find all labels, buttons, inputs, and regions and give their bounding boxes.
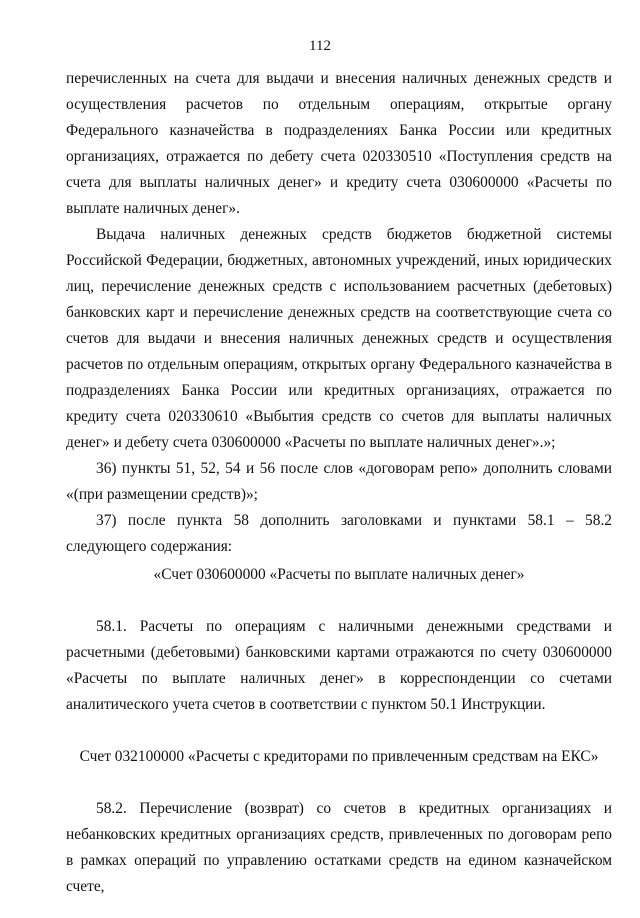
paragraph-cash-issuance: Выдача наличных денежных средств бюджетов бюджетной системы Российской Федерации, бюджетных, автономных учреждений, иных юридических лиц, перечисление денежных средств с использованием расчетных (дебетовых) банковских карт и перечисление денежных средств на соответствующие счета со счетов для выдачи и внесения наличных денежных средств и осуществления расчетов по отдельным операциям, открытых органу Федерального казначейства в подразделениях Банка России или кредитных организациях, отражается по кредиту счета 020330610 «Выбытия средств со счетов для выплаты наличных денег» и дебету счета 030600000 «Расчеты по выплате наличных денег».»; <box>66 226 612 451</box>
paragraph-item-37: 37) после пункта 58 дополнить заголовками и пунктами 58.1 – 58.2 следующего содержания: <box>66 512 612 555</box>
paragraph-continuation: перечисленных на счета для выдачи и внесения наличных денежных средств и осуществления расчетов по отдельным операциям, открытые органу Федерального казначейства в подразделениях Банка России или кредитных организациях, отражается по дебету счета 020330510 «Поступления средств на счета для выплаты наличных денег» и кредиту счета 030600000 «Расчеты по выплате наличных денег». <box>66 70 612 217</box>
paragraph-58-2: 58.2. Перечисление (возврат) со счетов в кредитных организациях и небанковских кредитных организациях средств, привлеченных по договорам репо в рамках операций по управлению остатками средств на едином казначейском счете, <box>66 800 612 895</box>
page-number: 112 <box>309 38 331 54</box>
spacer <box>66 588 612 614</box>
heading-account-030600000: «Счет 030600000 «Расчеты по выплате наличных денег» <box>153 566 525 583</box>
heading-account-032100000: Счет 032100000 «Расчеты с кредиторами по привлеченным средствам на ЕКС» <box>79 748 599 765</box>
paragraph-58-1: 58.1. Расчеты по операциям с наличными денежными средствами и расчетными (дебетовыми) банковскими картами отражаются по счету 030600000 «Расчеты по выплате наличных денег» в корреспонденции со счетами аналитического учета счетов в соответствии с пунктом 50.1 Инструкции. <box>66 618 612 713</box>
spacer <box>66 770 612 796</box>
spacer <box>66 718 612 744</box>
document-body <box>66 66 612 900</box>
paragraph-item-36: 36) пункты 51, 52, 54 и 56 после слов «договорам репо» дополнить словами «(при размещении средств)»; <box>66 460 612 503</box>
